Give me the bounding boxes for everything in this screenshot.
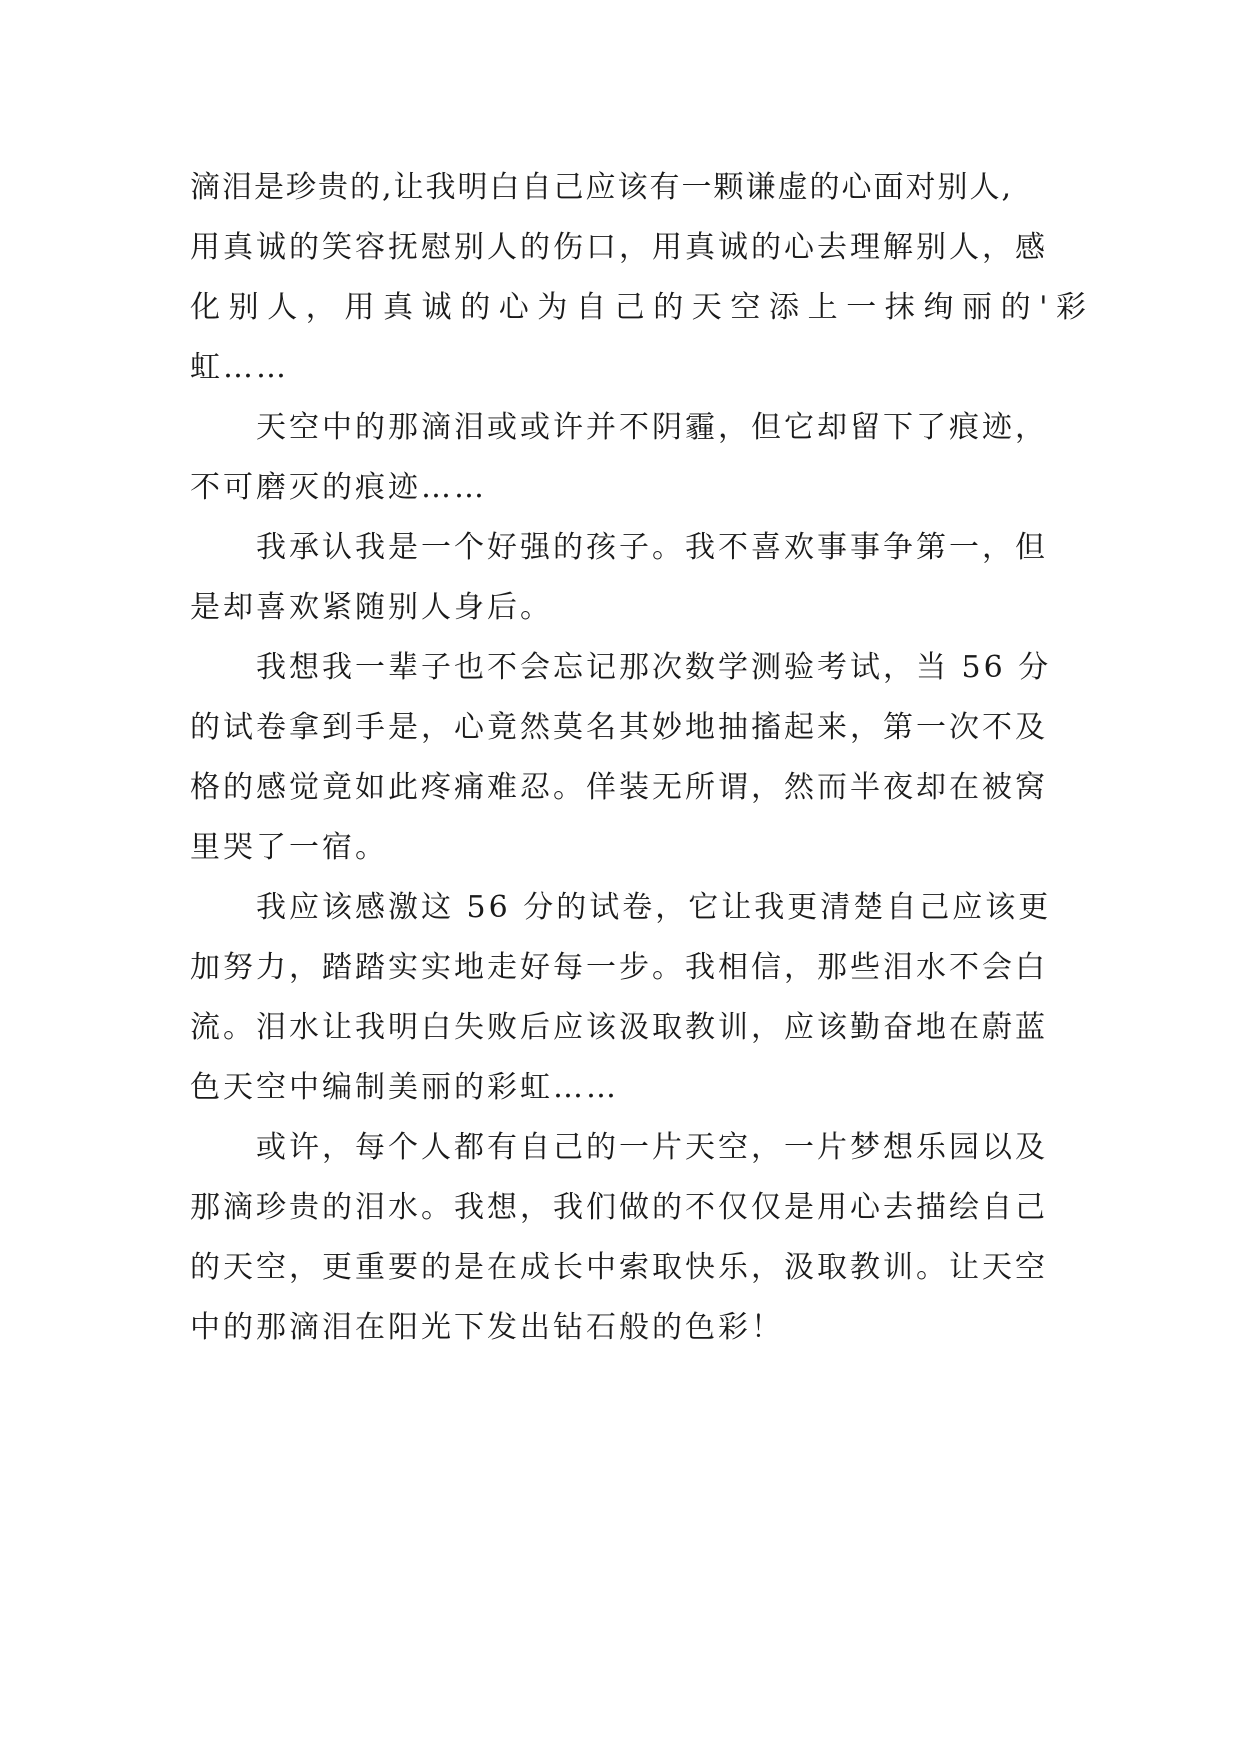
text-line: 的天空，更重要的是在成长中索取快乐，汲取教训。让天空: [190, 1250, 1048, 1285]
paragraph-first-line: 或许，每个人都有自己的一片天空，一片梦想乐园以及: [256, 1130, 1048, 1165]
paragraph-first-line: 天空中的那滴泪或或许并不阴霾，但它却留下了痕迹，: [256, 410, 1048, 445]
text-line: 不可磨灭的痕迹……: [190, 470, 487, 505]
text-line: 中的那滴泪在阳光下发出钻石般的色彩！: [190, 1310, 784, 1345]
paragraph-first-line: 我承认我是一个好强的孩子。我不喜欢事事争第一，但: [256, 530, 1048, 565]
text-line: 色天空中编制美丽的彩虹……: [190, 1070, 619, 1105]
text-line: 里哭了一宿。: [190, 830, 388, 865]
paragraph-first-line: 我应该感激这 56 分的试卷，它让我更清楚自己应该更: [256, 890, 1052, 925]
text-line: 流。泪水让我明白失败后应该汲取教训，应该勤奋地在蔚蓝: [190, 1010, 1048, 1045]
text-line: 是却喜欢紧随别人身后。: [190, 590, 553, 625]
text-line: 的试卷拿到手是，心竟然莫名其妙地抽搐起来，第一次不及: [190, 710, 1048, 745]
text-line: 化别人，用真诚的心为自己的天空添上一抹绚丽的'彩: [190, 290, 1095, 325]
paragraph-first-line: 我想我一辈子也不会忘记那次数学测验考试，当 56 分: [256, 650, 1052, 685]
text-line: 滴泪是珍贵的,让我明白自己应该有一颗谦虚的心面对别人,: [190, 170, 1014, 205]
text-line: 用真诚的笑容抚慰别人的伤口，用真诚的心去理解别人，感: [190, 230, 1048, 265]
text-line: 格的感觉竟如此疼痛难忍。佯装无所谓，然而半夜却在被窝: [190, 770, 1048, 805]
text-line: 加努力，踏踏实实地走好每一步。我相信，那些泪水不会白: [190, 950, 1048, 985]
text-line: 那滴珍贵的泪水。我想，我们做的不仅仅是用心去描绘自己: [190, 1190, 1048, 1225]
text-line: 虹……: [190, 350, 289, 385]
